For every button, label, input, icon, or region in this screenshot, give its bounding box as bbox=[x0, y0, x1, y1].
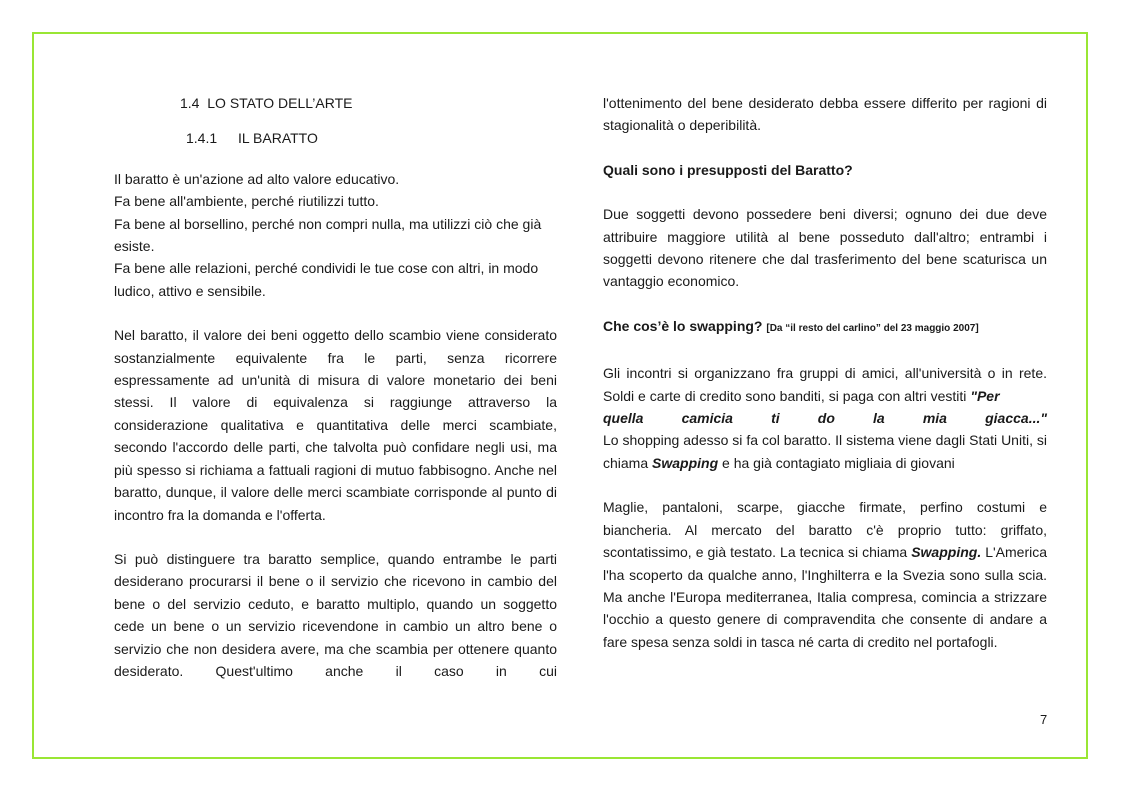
section-heading: 1.4 LO STATO DELL’ARTE bbox=[180, 95, 353, 111]
paragraph-continuation: l'ottenimento del bene desiderato debba essere differito per ragioni di stagionalità o deperibilità. bbox=[603, 95, 1047, 134]
swapping-heading: Che cos’è lo swapping? [Da “il resto del carlino” del 23 maggio 2007] bbox=[603, 317, 979, 334]
paragraph-value-equivalence: Nel baratto, il valore dei beni oggetto dello scambio viene considerato sostanzialmente equivalente fra le parti, senza ricorrere espressamente ad un'unità di misura di valore monetario dei beni stessi. Il valore di equivalenza si raggiunge attraverso la considerazione qualitativa e quantitativa delle merci scambiate, secondo l'accordo delle parti, che talvolta può confidare negli usi, ma più spesso si richiama a fattuali ragioni di mutuo fabbisogno. Anche nel baratto, dunque, il valore delle merci scambiate corrisponde al punto di incontro fra la domanda e l'offerta. bbox=[114, 327, 557, 523]
paragraph-presuppositions: Due soggetti devono possedere beni diversi; ognuno dei due deve attribuire maggiore utilità al bene posseduto dall'altro; entrambi i soggetti devono ritenere che dal trasferimento del bene scaturisca un vantaggio economico. bbox=[603, 206, 1047, 290]
intro-line: Fa bene all'ambiente, perché riutilizzi tutto. bbox=[114, 193, 379, 210]
source-citation: [Da “il resto del carlino” del 23 maggio 2007] bbox=[766, 322, 979, 334]
paragraph-swapping-market: Maglie, pantaloni, scarpe, giacche firmate, perfino costumi e biancheria. Al mercato del baratto c'è proprio tutto: griffato, scontatissimo, e già testato. La tecnica si chiama Swapping. L'America l'ha scoperto da qualche anno, l'Inghilterra e la Svezia sono sulla scia. Ma anche l'Europa mediterranea, Italia compresa, comincia a strizzare l'occhio a questo genere di compravendita che consente di andare a fare spesa senza soldi in tasca né carta di credito nel portafogli. bbox=[603, 499, 1048, 650]
left-column bbox=[114, 92, 557, 682]
intro-line: Il baratto è un'azione ad alto valore educativo. bbox=[114, 170, 400, 187]
page-number: 7 bbox=[1040, 712, 1048, 727]
paragraph-swapping-origin: Lo shopping adesso si fa col baratto. Il sistema viene dagli Stati Uniti, si chiama Swapping e ha già contagiato migliaia di giovani bbox=[603, 432, 1047, 471]
right-column bbox=[603, 92, 1047, 653]
paragraph-swapping-intro: Gli incontri si organizzano fra gruppi di amici, all'università o in rete. Soldi e carte di credito sono banditi, si paga con altri vestiti "Per bbox=[603, 365, 1047, 404]
question-heading: Quali sono i presupposti del Baratto? bbox=[603, 161, 853, 178]
subsection-heading: 1.4.1 IL BARATTO bbox=[186, 130, 318, 147]
intro-line: Fa bene al borsellino, perché non compri nulla, ma utilizzi ciò che già esiste. bbox=[114, 215, 542, 255]
quote-line: quella camicia ti do la mia giacca..." bbox=[603, 410, 1047, 427]
intro-line: Fa bene alle relazioni, perché condividi le tue cose con altri, in modo ludico, attivo e sensibile. bbox=[114, 260, 539, 299]
paragraph-barter-types: Si può distinguere tra baratto semplice, quando entrambe le parti desiderano procurarsi il bene o il servizio che ricevono in cambio del bene o del servizio ceduto, e baratto multiplo, quando un soggetto cede un bene o un servizio ricevendone in cambio un altro bene o servizio che non desidera avere, ma che scambia per ottenere quanto desiderato. Quest'ultimo anche il caso in cui bbox=[114, 550, 557, 679]
